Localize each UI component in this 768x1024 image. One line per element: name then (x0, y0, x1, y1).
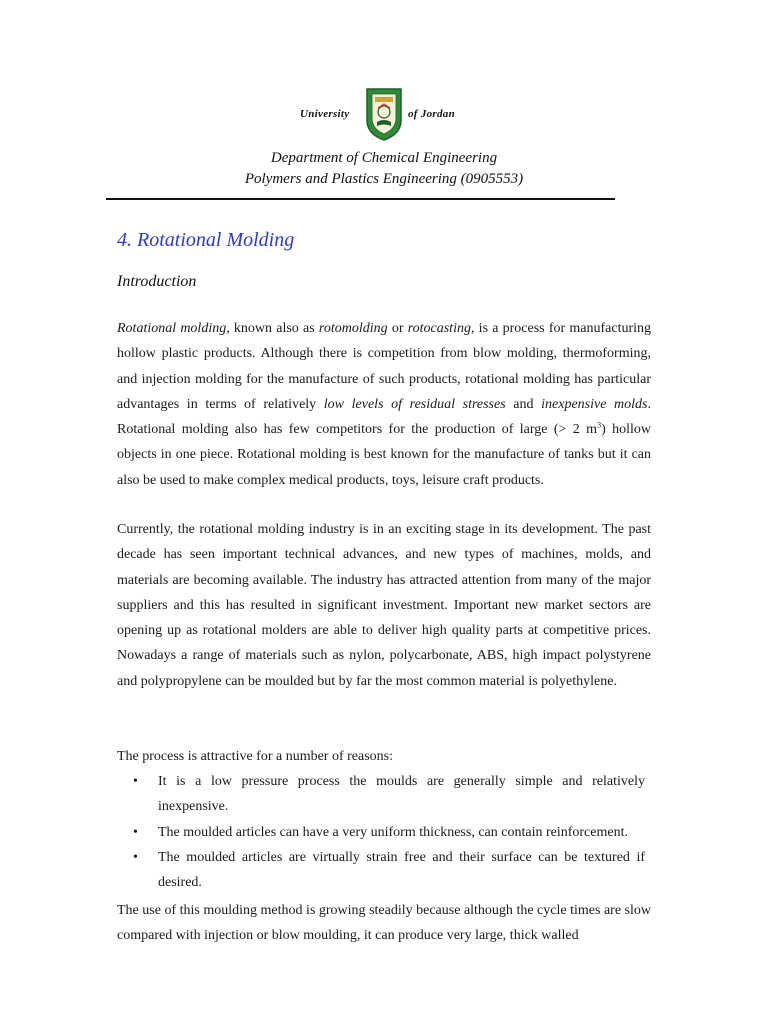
reasons-list (133, 769, 645, 895)
department-line: Department of Chemical Engineering (270, 150, 498, 166)
paragraph-intro: Rotational molding, known also as rotomolding or rotocasting, is a process for manufacturing hollow plastic products. Although there is competition from blow molding, thermoforming, and injection molding for the manufacture of such products, rotational molding has particular advantages in terms of relatively low levels of residual stresses and inexpensive molds. Rotational molding also has few competitors for the production of large (> 2 $m^3$) hollow objects in one piece. Rotational molding is best known for the manufacture of tanks but it can also be used to make complex medical products, toys, leisure craft products. (117, 321, 652, 488)
header-divider (106, 198, 615, 200)
term-rotomolding: rotomolding (318, 321, 388, 336)
university-word-right: of Jordan (408, 108, 456, 120)
section-title: 4. Rotational Molding (117, 229, 295, 251)
paragraph-growth: The use of this moulding method is growing steadily because although the cycle times are slow compared with injection or blow moulding, it can produce very large, thick walled (117, 903, 651, 944)
list-item: • The moulded articles can have a very uniform thickness, can contain reinforcement. (133, 820, 645, 845)
paragraph-industry: Currently, the rotational molding industry is in an exciting stage in its development. The past decade has seen important technical advances, and new types of machines, molds, and materials are becoming available. The industry has attracted attention from many of the major suppliers and this has resulted in significant investment. Important new market sectors are opening up as rotational molders are able to deliver high quality parts at competitive prices. Nowadays a range of materials such as nylon, polycarbonate, ABS, high impact polystyrene and polypropylene can be moulded but by far the most common material is polyethylene. (117, 522, 651, 689)
section-subtitle: Introduction (117, 273, 197, 290)
bullet-icon: • (133, 824, 138, 840)
bullet-icon: • (133, 774, 138, 789)
superscript-exponent: 3 (597, 420, 602, 430)
list-item: • It is a low pressure process the moulds are generally simple and relatively inexpensive. (133, 769, 645, 820)
bullet-icon: • (133, 849, 138, 865)
university-word-left: University (300, 108, 350, 120)
university-crest-icon (364, 86, 404, 142)
term-rotational-molding: Rotational molding, (117, 321, 230, 336)
course-line: Polymers and Plastics Engineering (0905553) (244, 171, 524, 187)
paragraph-reasons-lead: The process is attractive for a number of reasons: (117, 749, 394, 764)
list-item: • The moulded articles are virtually strain free and their surface can be textured if desired. (133, 845, 645, 896)
term-rotocasting: rotocasting, (407, 321, 475, 336)
term-residual-stresses: low levels of residual stresses (323, 396, 506, 412)
term-inexpensive-molds: inexpensive molds (541, 396, 648, 412)
university-logo (298, 86, 466, 148)
